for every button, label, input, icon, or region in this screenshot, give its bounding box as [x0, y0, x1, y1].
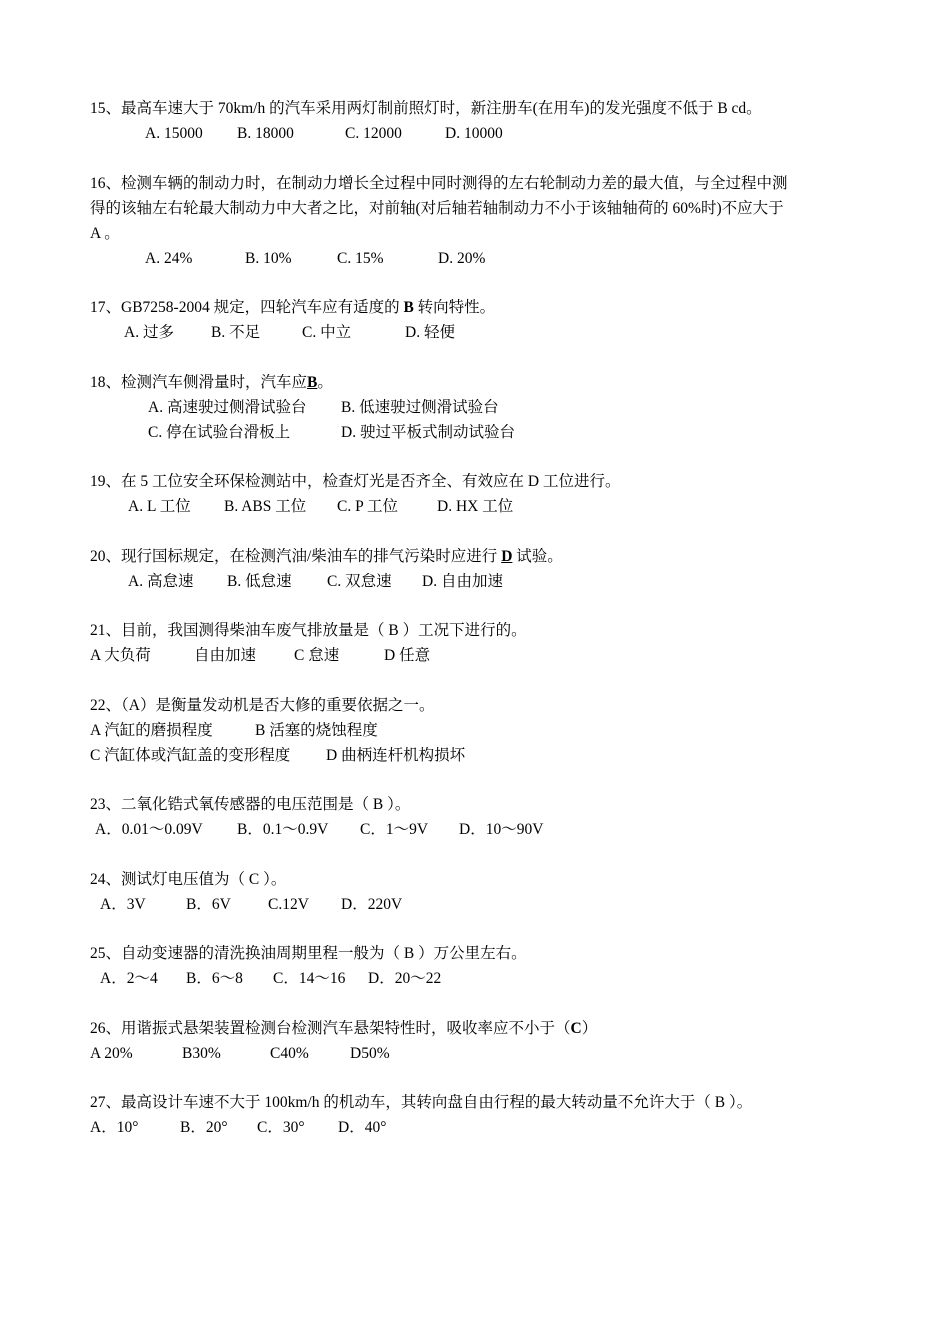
question-answer: D — [501, 547, 513, 565]
question-options-row-2 — [90, 743, 865, 768]
question-stem: 26、用谐振式悬架装置检测台检测汽车悬架特性时，吸收率应不小于（ — [90, 1019, 571, 1037]
question-23 — [90, 792, 865, 842]
option-c: C 汽缸体或汽缸盖的变形程度 — [90, 746, 291, 764]
question-answer: B — [717, 100, 728, 117]
option-c: C40% — [270, 1044, 309, 1062]
option-b: B. ABS 工位 — [224, 498, 307, 515]
option-c: C. 15% — [337, 249, 384, 267]
option-b: B．6～8 — [186, 970, 243, 987]
option-c: C．30° — [257, 1119, 305, 1136]
question-17 — [90, 295, 865, 345]
option-a: A. 过多 — [124, 324, 174, 341]
question-24 — [90, 867, 865, 917]
question-stem: 27、最高设计车速不大于 100km/h 的机动车，其转向盘自由行程的最大转动量不允许大于（ B ）。 — [90, 1094, 753, 1111]
option-b: B 活塞的烧蚀程度 — [255, 721, 378, 739]
question-options — [90, 569, 865, 594]
question-options — [90, 966, 865, 991]
option-c: C. 中立 — [302, 324, 352, 341]
question-options — [90, 246, 865, 271]
question-stem-end: 。 — [317, 373, 333, 391]
question-stem: 20、现行国标规定，在检测汽油/柴油车的排气污染时应进行 — [90, 547, 502, 565]
question-options-row-2 — [90, 420, 865, 445]
question-stem-end: 试验。 — [512, 547, 563, 565]
document-page — [90, 96, 865, 1140]
option-d: D. HX 工位 — [437, 498, 514, 515]
question-stem-end: 转向特性。 — [413, 299, 496, 316]
option-d: D. 10000 — [445, 125, 503, 142]
question-stem-end: ） — [581, 1019, 598, 1037]
option-c: C. 双怠速 — [327, 572, 392, 590]
question-stem-line-3: A 。 — [90, 224, 120, 242]
question-answer: B — [403, 299, 414, 316]
question-options-row-1 — [90, 395, 865, 420]
question-options — [90, 121, 865, 146]
option-d: D．20～22 — [368, 970, 442, 987]
option-d: D. 驶过平板式制动试验台 — [341, 423, 515, 441]
option-b: B．0.1～0.9V — [237, 821, 329, 838]
option-d: D．10～90V — [459, 821, 544, 838]
question-27 — [90, 1090, 865, 1140]
question-stem: 17、GB7258-2004 规定，四轮汽车应有适度的 — [90, 299, 404, 316]
question-26 — [90, 1016, 865, 1066]
option-a: A. 15000 — [145, 125, 203, 142]
question-19 — [90, 469, 865, 519]
option-b: B．20° — [180, 1119, 228, 1136]
question-18 — [90, 370, 865, 445]
question-stem-line-1: 16、检测车辆的制动力时，在制动力增长全过程中同时测得的左右轮制动力差的最大值，与全过程中测 — [90, 174, 788, 192]
question-21 — [90, 618, 865, 668]
option-d: D. 自由加速 — [422, 572, 503, 590]
option-b: B. 18000 — [237, 125, 294, 142]
question-options — [90, 494, 865, 519]
option-a: A．10° — [90, 1119, 139, 1136]
option-a: A. 24% — [145, 249, 193, 267]
question-stem-line-2: 得的该轴左右轮最大制动力中大者之比，对前轴(对后轴若轴制动力不小于该轴轴荷的 60%时)不应大于 — [90, 199, 784, 217]
question-stem: 25、自动变速器的清洗换油周期里程一般为（ B ）万公里左右。 — [90, 945, 527, 962]
option-a: A．3V — [100, 895, 146, 913]
option-b: B．6V — [186, 895, 231, 913]
question-16 — [90, 171, 865, 271]
option-c: C. 停在试验台滑板上 — [148, 423, 291, 441]
option-a: A. L 工位 — [128, 498, 191, 515]
option-d: D50% — [350, 1044, 390, 1062]
question-stem-end: cd。 — [727, 100, 762, 117]
option-b: B30% — [182, 1044, 221, 1062]
option-b: B. 10% — [245, 249, 292, 267]
option-a: A 20% — [90, 1044, 133, 1062]
option-a: A．2～4 — [100, 970, 158, 987]
option-d: D. 轻便 — [405, 324, 455, 341]
option-a: A．0.01～0.09V — [95, 821, 203, 838]
question-stem: 15、最高车速大于 70km/h 的汽车采用两灯制前照灯时，新注册车(在用车)的发光强度不低于 — [90, 100, 718, 117]
question-stem: 19、在 5 工位安全环保检测站中，检查灯光是否齐全、有效应在 D 工位进行。 — [90, 473, 621, 490]
option-c: C 怠速 — [294, 647, 340, 664]
option-d: D．40° — [338, 1119, 387, 1136]
option-b: 自由加速 — [194, 647, 257, 664]
option-c: C. P 工位 — [337, 498, 399, 515]
question-15 — [90, 96, 865, 146]
option-c: C．1～9V — [360, 821, 429, 838]
option-b: B. 低速驶过侧滑试验台 — [341, 398, 499, 416]
option-b: B. 不足 — [211, 324, 261, 341]
question-options — [90, 817, 865, 842]
option-d: D．220V — [341, 895, 403, 913]
question-options — [90, 320, 865, 345]
question-stem: 22、（A）是衡量发动机是否大修的重要依据之一。 — [90, 696, 435, 714]
question-22 — [90, 693, 865, 768]
question-20 — [90, 544, 865, 594]
question-stem: 18、检测汽车侧滑量时，汽车应 — [90, 373, 308, 391]
option-b: B. 低怠速 — [227, 572, 292, 590]
option-a: A. 高怠速 — [128, 572, 194, 590]
option-a: A 汽缸的磨损程度 — [90, 721, 213, 739]
option-c: C.12V — [268, 895, 309, 913]
question-options-row-1 — [90, 718, 865, 743]
option-c: C. 12000 — [345, 125, 402, 142]
question-stem: 24、测试灯电压值为（ C ）。 — [90, 870, 287, 888]
question-options — [90, 643, 865, 668]
option-a: A 大负荷 — [90, 647, 151, 664]
question-answer: B — [307, 373, 318, 391]
option-a: A. 高速驶过侧滑试验台 — [148, 398, 307, 416]
option-d: D 任意 — [384, 647, 431, 664]
question-options — [90, 892, 865, 917]
question-options — [90, 1041, 865, 1066]
question-stem: 21、目前，我国测得柴油车废气排放量是（ B ）工况下进行的。 — [90, 622, 527, 639]
option-d: D 曲柄连杆机构损坏 — [326, 746, 466, 764]
question-stem: 23、二氧化锆式氧传感器的电压范围是（ B ）。 — [90, 796, 411, 813]
question-25 — [90, 941, 865, 991]
option-d: D. 20% — [438, 249, 486, 267]
option-c: C．14～16 — [273, 970, 346, 987]
question-answer: C — [570, 1019, 582, 1037]
question-options — [90, 1115, 865, 1140]
